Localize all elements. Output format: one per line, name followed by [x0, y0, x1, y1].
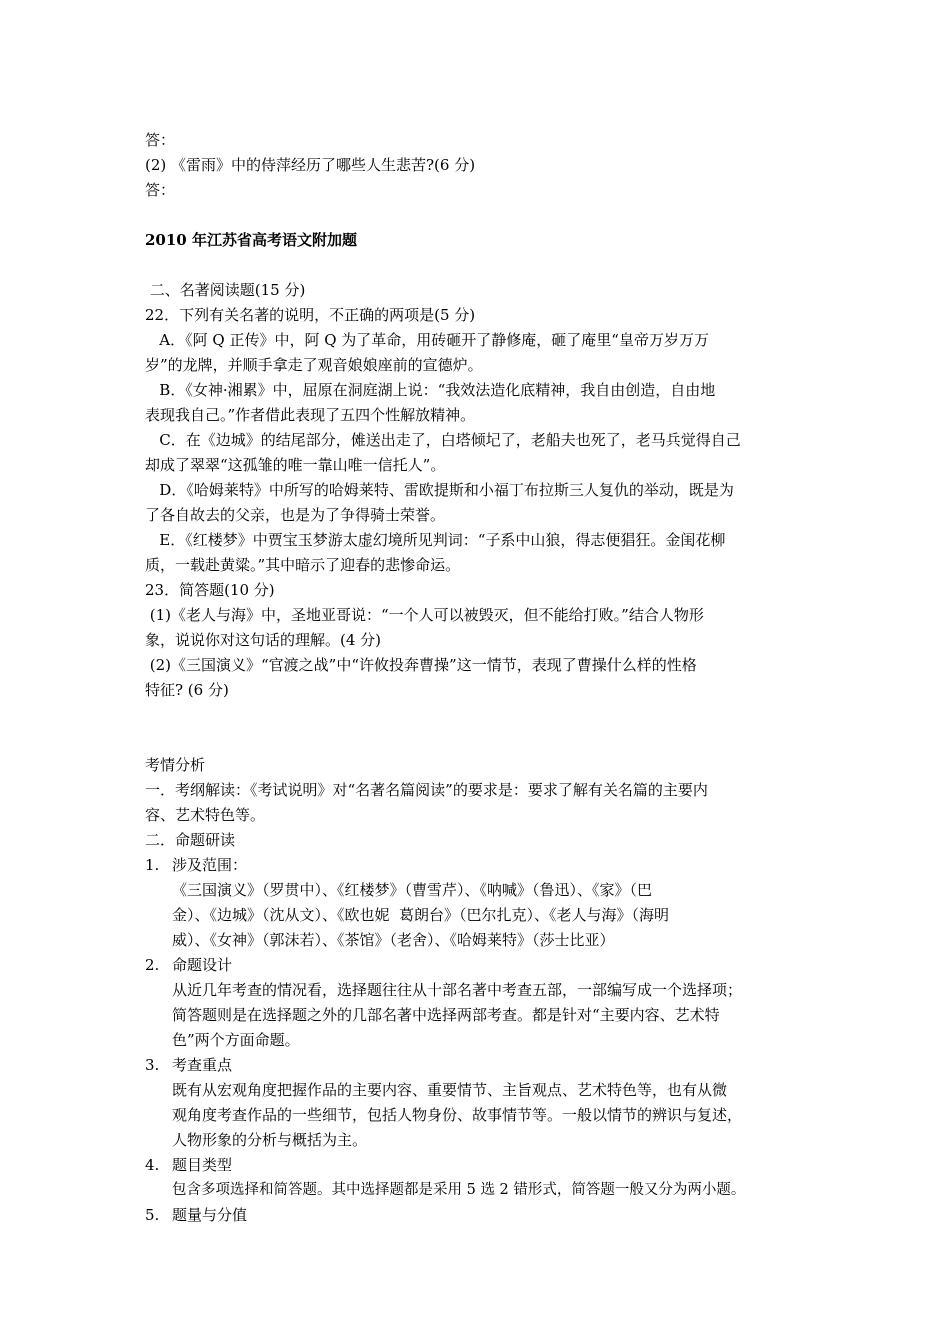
option-b-line2: 表现我自己。”作者借此表现了五四个性解放精神。 [145, 406, 476, 424]
list-item-number: 5. [145, 1206, 160, 1224]
list-item-number: 2. [145, 956, 160, 974]
option-e-line1: E．《红楼梦》中贾宝玉梦游太虚幻境所见判词：“子系中山狼，得志便猖狂。金闺花柳 [145, 531, 726, 549]
question-22: 22．下列有关名著的说明，不正确的两项是(5 分) [145, 306, 476, 324]
list-item-number: 1. [145, 856, 160, 874]
list-item-text: 《三国演义》（罗贯中）、《红楼梦》（曹雪芹）、《呐喊》（鲁迅）、《家》（巴 [172, 881, 653, 899]
option-c-line1: C．在《边城》的结尾部分，傩送出走了，白塔倾圮了，老船夫也死了，老马兵觉得自己 [145, 431, 741, 449]
list-item-label: 涉及范围： [172, 856, 248, 874]
list-item-text: 包含多项选择和简答题。其中选择题都是采用 5 选 2 错形式，简答题一般又分为两小题。 [172, 1182, 746, 1198]
part-heading: 二、名著阅读题(15 分) [145, 281, 306, 299]
option-c-line2: 却成了翠翠“这孤雏的唯一靠山唯一信托人”。 [145, 456, 446, 474]
question-23-1-line1: (1)《老人与海》中，圣地亚哥说：“一个人可以被毁灭，但不能给打败。”结合人物形 [145, 606, 704, 624]
list-item-text: 威）、《女神》（郭沫若）、《茶馆》（老舍）、《哈姆莱特》（莎士比亚） [172, 931, 615, 949]
question-23-2-line2: 特征? (6 分) [145, 681, 229, 699]
option-d-line2: 了各自故去的父亲，也是为了争得骑士荣誉。 [145, 506, 446, 524]
list-item-label: 题目类型 [172, 1156, 233, 1174]
question-2-leiyu: (2) 《雷雨》中的侍萍经历了哪些人生悲苦?(6 分) [145, 156, 476, 174]
question-23: 23．简答题(10 分) [145, 581, 275, 599]
analysis-p2: 二．命题研读 [145, 831, 236, 849]
option-b-line1: B．《女神·湘累》中，屈原在洞庭湖上说：“我效法造化底精神，我自由创造，自由地 [145, 381, 716, 399]
analysis-p1-line1: 一．考纲解读：《考试说明》对“名著名篇阅读”的要求是：要求了解有关名篇的主要内 [145, 781, 708, 799]
question-23-1-line2: 象，说说你对这句话的理解。(4 分) [145, 631, 382, 649]
analysis-title: 考情分析 [145, 756, 206, 774]
list-item-number: 3. [145, 1056, 160, 1074]
answer-label: 答： [145, 131, 176, 149]
list-item-text: 简答题则是在选择题之外的几部名著中选择两部考查。都是针对“主要内容、艺术特 [172, 1006, 720, 1024]
list-item-text: 色”两个方面命题。 [172, 1031, 300, 1049]
section-title: 2010 年江苏省高考语文附加题 [145, 231, 357, 249]
answer-label: 答： [145, 181, 176, 199]
list-item-text: 金）、《边城》（沈从文）、《欧也妮 葛朗台》（巴尔扎克）、《老人与海》（海明 [172, 906, 670, 924]
list-item-label: 命题设计 [172, 956, 233, 974]
analysis-p1-line2: 容、艺术特色等。 [145, 806, 266, 824]
list-item-label: 题量与分值 [172, 1206, 248, 1224]
list-item-text: 观角度考查作品的一些细节，包括人物身份、故事情节等。一般以情节的辨识与复述， [172, 1106, 743, 1124]
option-a-line1: A．《阿 Q 正传》中，阿 Q 为了革命，用砖砸开了静修庵，砸了庵里“皇帝万岁万万 [145, 331, 709, 349]
option-a-line2: 岁”的龙牌，并顺手拿走了观音娘娘座前的宣德炉。 [145, 356, 483, 374]
option-d-line1: D．《哈姆莱特》中所写的哈姆莱特、雷欧提斯和小福丁布拉斯三人复仇的举动，既是为 [145, 481, 734, 499]
list-item-text: 既有从宏观角度把握作品的主要内容、重要情节、主旨观点、艺术特色等，也有从微 [172, 1081, 728, 1099]
list-item-text: 从近几年考查的情况看，选择题往往从十部名著中考查五部，一部编写成一个选择项； [172, 981, 743, 999]
list-item-number: 4. [145, 1156, 160, 1174]
option-e-line2: 质，一载赴黄粱。”其中暗示了迎春的悲惨命运。 [145, 556, 461, 574]
list-item-text: 人物形象的分析与概括为主。 [172, 1131, 368, 1149]
list-item-label: 考查重点 [172, 1056, 233, 1074]
question-23-2-line1: (2)《三国演义》“官渡之战”中“许攸投奔曹操”这一情节，表现了曹操什么样的性格 [145, 656, 697, 674]
